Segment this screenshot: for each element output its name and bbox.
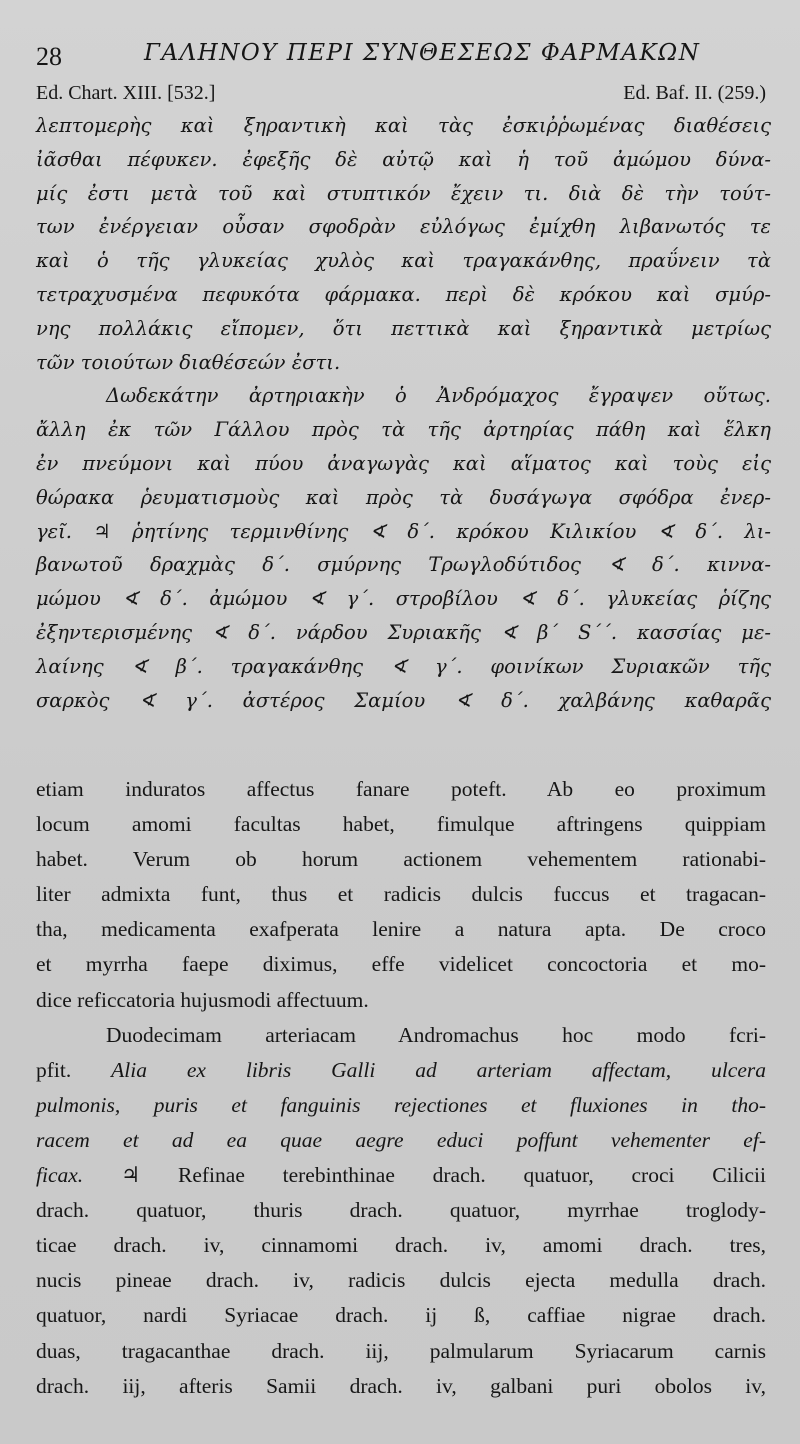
latin-line: dice reficcatoria hujusmodi affectuum.: [36, 987, 369, 1012]
greek-line: καὶ ὁ τῆς γλυκείας χυλὸς καὶ τραγακάνθης, πραΰνειν τὰ: [36, 249, 771, 273]
latin-line: drach. quatuor, thuris drach. quatuor, myrrhae troglody-: [36, 1198, 766, 1223]
latin-line: habet. Verum ob horum actionem vehementem rationabi-: [36, 847, 766, 872]
running-title: ΓΑΛΗΝΟΥ ΠΕΡΙ ΣΥΝΘΕΣΕΩΣ ΦΑΡΜΑΚΩΝ: [144, 40, 701, 66]
latin-line: [36, 1158, 766, 1193]
latin-line: drach. iij, afteris Samii drach. iv, galbani puri obolos iv,: [36, 1373, 766, 1398]
latin-line: ticae drach. iv, cinnamomi drach. iv, amomi drach. tres,: [36, 1233, 766, 1258]
latin-line: duas, tragacanthae drach. iij, palmularum Syriacarum carnis: [36, 1338, 766, 1363]
greek-line: γεῖ. ♃ ῥητίνης τερμινθίνης ∢ δ΄. κρόκου Κιλικίου ∢ δ΄. λι-: [36, 519, 771, 543]
latin-line: pulmonis, puris et fanguinis rejectiones et fluxiones in tho-: [36, 1092, 766, 1117]
latin-line: racem et ad ea quae aegre educi poffunt vehementer ef-: [36, 1127, 766, 1152]
greek-line: λεπτομερὴς καὶ ξηραντικὴ καὶ τὰς ἐσκιῤῥωμένας διαθέσεις: [36, 114, 771, 137]
latin-roman-text: pfit.: [36, 1057, 72, 1082]
latin-line: Duodecimam arteriacam Andromachus hoc modo fcri-: [106, 1022, 766, 1047]
latin-line: nucis pineae drach. iv, radicis dulcis ejecta medulla drach.: [36, 1268, 766, 1293]
page-number: 28: [36, 42, 62, 71]
latin-line: liter admixta funt, thus et radicis dulcis fuccus et tragacan-: [36, 882, 766, 907]
greek-line: θώρακα ῥευματισμοὺς καὶ πρὸς τὰ δυσάγωγα σφόδρα ἐνερ-: [36, 485, 771, 509]
edition-reference-line: [36, 82, 766, 110]
greek-line: τετραχυσμένα πεφυκότα φάρμακα. περὶ δὲ κρόκου καὶ σμύρ-: [36, 282, 771, 306]
greek-line: μίς ἐστι μετὰ τοῦ καὶ στυπτικόν ἔχειν τι. διὰ δὲ τὴν τούτ-: [36, 181, 771, 205]
latin-roman-text: ♃ Refinae terebinthinae drach. quatuor, croci Cilicii: [120, 1163, 766, 1188]
edition-reference-basel: Ed. Baf. II. (259.): [623, 82, 766, 104]
greek-text-block: [36, 109, 771, 717]
greek-line: τῶν τοιούτων διαθέσεών ἐστι.: [36, 350, 341, 374]
greek-line: βανωτοῦ δραχμὰς δ΄. σμύρνης Τρωγλοδύτιδος ∢ δ΄. κιννα-: [36, 553, 771, 577]
greek-line: Δωδεκάτην ἀρτηριακὴν ὁ Ἀνδρόμαχος ἔγραψεν οὕτως.: [106, 384, 771, 408]
edition-reference-chart: Ed. Chart. XIII. [532.]: [36, 82, 216, 104]
latin-line: [36, 1053, 766, 1088]
page-header: [36, 34, 766, 74]
greek-line: ἐν πνεύμονι καὶ πύου ἀναγωγὰς καὶ αἵματος καὶ τοὺς εἰς: [36, 451, 771, 475]
latin-line: et myrrha faepe diximus, effe videlicet concoctoria et mo-: [36, 952, 766, 977]
latin-line: tha, medicamenta exafperata lenire a natura apta. De croco: [36, 917, 766, 942]
greek-line: των ἐνέργειαν οὖσαν σφοδρὰν εὐλόγως ἐμίχθη λιβανωτός τε: [36, 215, 771, 239]
latin-line: quatuor, nardi Syriacae drach. ij ß, caffiae nigrae drach.: [36, 1303, 766, 1328]
latin-line: etiam induratos affectus fanare poteft. Ab eo proximum: [36, 777, 766, 801]
greek-line: λαίνης ∢ β΄. τραγακάνθης ∢ γ΄. φοινίκων Συριακῶν τῆς: [36, 654, 771, 678]
greek-line: σαρκὸς ∢ γ΄. ἀστέρος Σαμίου ∢ δ΄. χαλβάνης καθαρᾶς: [36, 688, 771, 712]
latin-line: locum amomi facultas habet, fimulque aftringens quippiam: [36, 812, 766, 837]
greek-line: ἐξηντερισμένης ∢ δ΄. νάρδου Συριακῆς ∢ β΄ S΄΄. κασσίας με-: [36, 620, 771, 644]
greek-line: μώμου ∢ δ΄. ἀμώμου ∢ γ΄. στροβίλου ∢ δ΄. γλυκείας ῥίζης: [36, 587, 771, 611]
greek-line: ἰᾶσθαι πέφυκεν. ἐφεξῆς δὲ αὐτῷ καὶ ἡ τοῦ ἀμώμου δύνα-: [36, 147, 771, 171]
greek-line: νης πολλάκις εἴπομεν, ὅτι πεττικὰ καὶ ξηραντικὰ μετρίως: [36, 316, 771, 340]
latin-italic-text: ficax.: [36, 1163, 84, 1188]
greek-line: ἄλλη ἐκ τῶν Γάλλου πρὸς τὰ τῆς ἀρτηρίας πάθη καὶ ἕλκη: [36, 418, 771, 442]
latin-text-block: [36, 772, 766, 1404]
latin-italic-text: Alia ex libris Galli ad arteriam affectam, ulcera: [111, 1057, 767, 1082]
